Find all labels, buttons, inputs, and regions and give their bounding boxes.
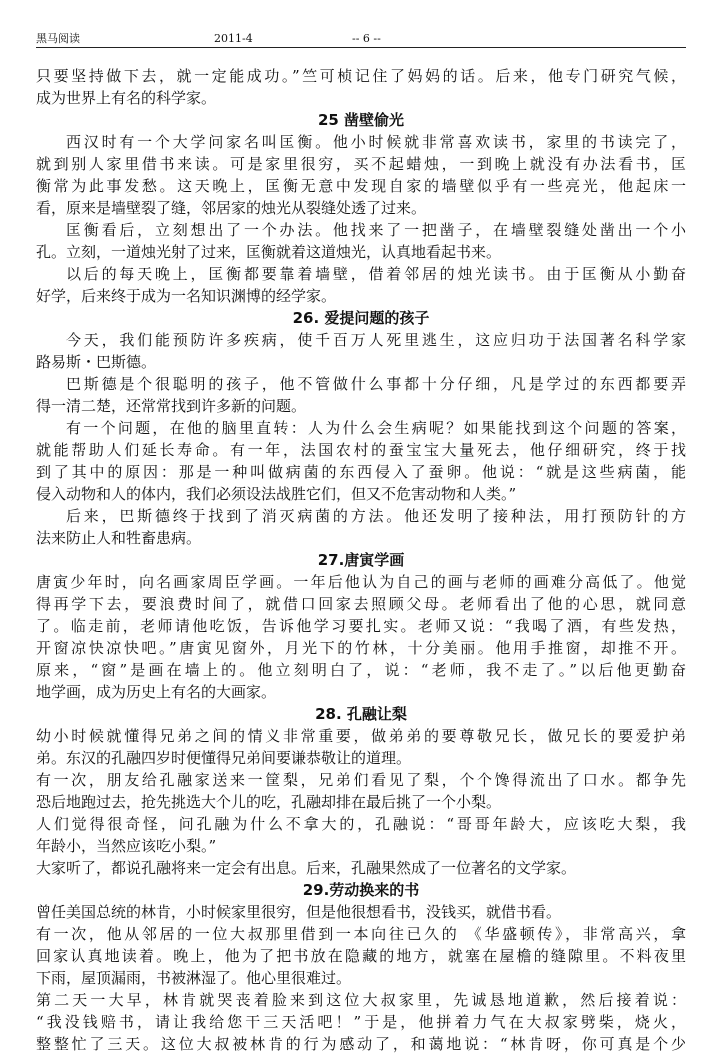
paragraph [36, 219, 686, 263]
paragraph [36, 417, 686, 505]
text-line: 曾任美国总统的林肯，小时候家里很穷，但是他很想看书，没钱买，就借书看。 [36, 903, 562, 921]
paragraph [36, 989, 686, 1055]
text-line: 弟。东汉的孔融四岁时便懂得兄弟间要谦恭敬让的道理。 [36, 749, 412, 767]
paragraph [36, 373, 686, 417]
paragraph [36, 901, 686, 923]
text-line: 到了其中的原因：那是一种叫做病菌的东西侵入了蚕卵。他说：“就是这些病菌，能 [36, 463, 686, 481]
text-line: 有一次，他从邻居的一位大叔那里借到一本向往已久的 《华盛顿传》，非常高兴，拿 [36, 925, 686, 943]
paragraph [36, 505, 686, 549]
text-line: 有一次，朋友给孔融家送来一筐梨，兄弟们看见了梨，个个馋得流出了口水。都争先 [36, 771, 686, 789]
header-publication: 黑马阅读 [36, 32, 80, 45]
paragraph [36, 571, 686, 703]
text-line: 回家认真地读着。晚上，他为了把书放在隐藏的地方，就塞在屋檐的缝隙里。不料夜里 [36, 947, 686, 965]
text-line: 人们觉得很奇怪，问孔融为什么不拿大的，孔融说：“哥哥年龄大，应该吃大梨，我 [36, 815, 686, 833]
section-title: 25 凿壁偷光 [317, 111, 405, 129]
section-title: 26. 爱提问题的孩子 [292, 309, 430, 327]
text-line: 有一个问题，在他的脑里直转：人为什么会生病呢？如果能找到这个问题的答案， [66, 419, 686, 437]
page-header [36, 30, 686, 48]
text-line: 唐寅少年时，向名画家周臣学画。一年后他认为自己的画与老师的画难分高低了。他觉 [36, 573, 686, 591]
text-line: 幼小时候就懂得兄弟之间的情义非常重要，做弟弟的要尊敬兄长，做兄长的要爱护弟 [36, 727, 686, 745]
text-line: 孔。立刻，一道烛光射了过来，匡衡就着这道烛光，认真地看起书来。 [36, 243, 502, 261]
text-line: 第二天一大早，林肯就哭丧着脸来到这位大叔家里，先诚恳地道歉，然后接着说： [36, 991, 686, 1009]
text-line: 整整忙了三天。这位大叔被林肯的行为感动了，和蔼地说：“林肯呀，你可真是个少 [36, 1035, 686, 1053]
paragraph [36, 769, 686, 813]
paragraph [36, 813, 686, 857]
section-title: 27.唐寅学画 [317, 551, 405, 569]
text-line: 好学，后来终于成为一名知识渊博的经学家。 [36, 287, 337, 305]
text-line: 西汉时有一个大学问家名叫匡衡。他小时候就非常喜欢读书，家里的书读完了， [66, 133, 686, 151]
text-line: 了。临走前，老师请他吃饭，告诉他学习要扎实。老师又说：“我喝了酒，有些发热， [36, 617, 686, 635]
text-line: 大家听了，都说孔融将来一定会有出息。后来，孔融果然成了一位著名的文学家。 [36, 859, 577, 877]
document-body [36, 65, 686, 1055]
text-line: 看，原来是墙壁裂了缝，邻居家的烛光从裂缝处透了过来。 [36, 199, 427, 217]
paragraph [36, 263, 686, 307]
text-line: 得一清二楚，还常常找到许多新的问题。 [36, 397, 307, 415]
header-page-number: -- 6 -- [352, 32, 381, 45]
text-line: 得再学下去，要浪费时间了，就借口回家去照顾父母。老师看出了他的心思，就同意 [36, 595, 686, 613]
text-line: 就到别人家里借书来读。可是家里很穷，买不起蜡烛，一到晚上就没有办法看书，匡 [36, 155, 686, 173]
text-line: 恐后地跑过去，抢先挑选大个儿的吃，孔融却排在最后挑了一个小梨。 [36, 793, 502, 811]
text-line: 原来，“窗”是画在墙上的。他立刻明白了，说：“老师，我不走了。”以后他更勤奋 [36, 661, 686, 679]
section-title: 29.劳动换来的书 [302, 881, 420, 899]
text-line: 衡常为此事发愁。这天晚上，匡衡无意中发现自家的墙壁似乎有一些亮光，他起床一 [36, 177, 686, 195]
text-line: 地学画，成为历史上有名的大画家。 [36, 683, 277, 701]
text-line: 后来，巴斯德终于找到了消灭病菌的方法。他还发明了接种法，用打预防针的方 [66, 507, 686, 525]
paragraph [36, 923, 686, 989]
paragraph [36, 329, 686, 373]
paragraph [36, 65, 686, 109]
text-line: 下雨，屋顶漏雨，书被淋湿了。他心里很难过。 [36, 969, 352, 987]
text-line: 今天，我们能预防许多疾病，使千百万人死里逃生，这应归功于法国著名科学家 [66, 331, 686, 349]
section-title: 28. 孔融让梨 [315, 705, 407, 723]
text-line: 开窗凉快凉快吧。”唐寅见窗外，月光下的竹林，十分美丽。他用手推窗，却推不开。 [36, 639, 686, 657]
text-line: 以后的每天晚上，匡衡都要靠着墙壁，借着邻居的烛光读书。由于匡衡从小勤奋 [66, 265, 686, 283]
text-line: 只要坚持做下去，就一定能成功。”竺可桢记住了妈妈的话。后来，他专门研究气候， [36, 67, 686, 85]
text-line: 法来防止人和牲畜患病。 [36, 529, 202, 547]
header-rule [36, 47, 686, 48]
header-date: 2011-4 [214, 32, 253, 45]
paragraph [36, 131, 686, 219]
text-line: 侵入动物和人的体内，我们必须设法战胜它们，但又不危害动物和人类。” [36, 485, 517, 503]
text-line: 匡衡看后，立刻想出了一个办法。他找来了一把凿子，在墙壁裂缝处凿出一个小 [66, 221, 686, 239]
text-line: 就能帮助人们延长寿命。有一年，法国农村的蚕宝宝大量死去，他仔细研究，终于找 [36, 441, 686, 459]
text-line: 年龄小，当然应该吃小梨。” [36, 837, 217, 855]
paragraph [36, 725, 686, 769]
text-line: “我没钱赔书，请让我给您干三天活吧！”于是，他拼着力气在大叔家劈柴，烧火， [36, 1013, 686, 1031]
paragraph [36, 857, 686, 879]
text-line: 路易斯・巴斯德。 [36, 353, 157, 371]
text-line: 巴斯德是个很聪明的孩子，他不管做什么事都十分仔细，凡是学过的东西都要弄 [66, 375, 686, 393]
text-line: 成为世界上有名的科学家。 [36, 89, 217, 107]
